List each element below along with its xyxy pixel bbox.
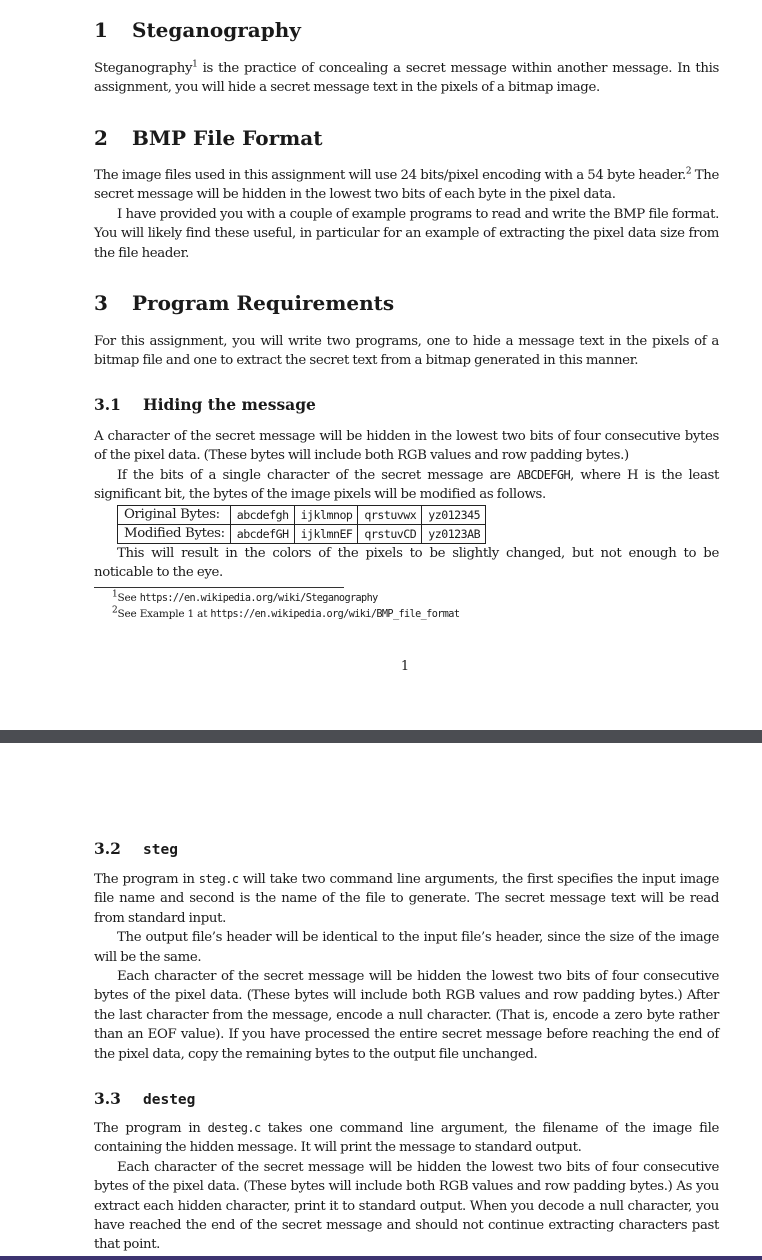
paragraph: [94, 466, 719, 505]
section-heading-program-requirements: [94, 291, 394, 315]
paragraph: The output file’s header will be identical to the input file’s header, since the size of the image will be the same.: [94, 930, 719, 965]
window-bottom-edge: [0, 1256, 762, 1260]
subsection-number: 3.3: [94, 1089, 121, 1108]
footnote-number: 1: [112, 589, 118, 600]
text-run: If the bits of a single character of the secret message are: [117, 467, 518, 483]
section-body-program-requirements: [94, 332, 719, 371]
footnote-mark: 2: [685, 166, 692, 177]
paragraph: Each character of the secret message will be hidden the lowest two bits of four consecutive bytes of the pixel data. (These bytes will include both RGB values and row padding bytes.) After the last character from the message, encode a null character. (That is, encode a zero byte rather than an EOF value). If you have processed the entire secret message before reaching the end of the pixel data, copy the remaining bytes to the output file unchanged.: [94, 969, 719, 1062]
table-cell: qrstuvwx: [358, 505, 422, 524]
footnote-rule: [94, 587, 344, 588]
section-body-steganography: [94, 59, 719, 98]
page-number: 1: [400, 659, 410, 674]
paragraph: [94, 59, 719, 98]
text-run: takes one command line argument, the filename of the image file containing the hidden message. It will print the message to standard output.: [94, 1121, 719, 1156]
text-run: , where H is the least significant bit, the bytes of the image pixels will be modified as follows.: [94, 467, 719, 503]
footnote-text: See Example 1 at: [117, 608, 211, 620]
footnote-number: 2: [112, 605, 118, 616]
subsection-heading-steg: [94, 839, 178, 860]
section-body-bmp-file-format: [94, 166, 719, 263]
text-run: The program in: [94, 1121, 208, 1136]
inline-code: ABCDEFGH: [517, 467, 571, 482]
footnote-url[interactable]: https://en.wikipedia.org/wiki/BMP_file_format: [210, 609, 460, 620]
document-page-2: [0, 743, 762, 1255]
paragraph: A character of the secret message will be hidden in the lowest two bits of four consecutive bytes of the pixel data. (These bytes will include both RGB values and row padding bytes.): [94, 429, 719, 464]
section-number: 3: [94, 291, 108, 315]
subsection-body-hiding-the-message: [94, 427, 719, 582]
section-number: 1: [94, 18, 108, 42]
paragraph: [94, 870, 719, 928]
text-run: will take two command line arguments, the first specifies the input image file name and second is the name of the file to generate. The secret message text will be read from standard input.: [94, 872, 719, 926]
table-cell: qrstuvCD: [358, 524, 422, 543]
subsection-title: desteg: [143, 1092, 196, 1108]
subsection-title: Hiding the message: [143, 395, 316, 414]
subsection-heading-hiding-the-message: [94, 395, 316, 415]
paragraph: This will result in the colors of the pixels to be slightly changed, but not enough to be noticable to the eye.: [94, 545, 719, 581]
table-cell: yz0123AB: [422, 524, 486, 543]
table-cell: abcdefGH: [230, 524, 294, 543]
text-run: is the practice of concealing a secret message within another message. In this assignment, you will hide a secret message text in the pixels of a bitmap image.: [94, 61, 719, 96]
subsection-body-steg: [94, 870, 719, 1064]
text-run: The program in: [94, 872, 199, 887]
row-label: Original Bytes:: [118, 505, 231, 524]
paragraph: Each character of the secret message will be hidden the lowest two bits of four consecutive bytes of the pixel data. (These bytes will include both RGB values and row padding bytes.) As you extract each hidden character, print it to standard output. When you decode a null character, you have reached the end of the secret message and should not continue extracting characters past that point.: [94, 1159, 719, 1253]
subsection-number: 3.2: [94, 839, 121, 858]
text-run: The image files used in this assignment will use 24 bits/pixel encoding with a 54 byte header.: [94, 168, 686, 183]
paragraph: For this assignment, you will write two programs, one to hide a message text in the pixels of a bitmap file and one to extract the secret text from a bitmap generated in this manner.: [94, 334, 719, 369]
section-title: Steganography: [132, 18, 301, 42]
section-heading-bmp-file-format: [94, 126, 322, 150]
subsection-body-desteg: [94, 1119, 719, 1255]
section-number: 2: [94, 126, 108, 150]
text-run: Steganography: [94, 61, 193, 76]
inline-code: desteg.c: [207, 1121, 261, 1135]
table-cell: abcdefgh: [230, 505, 294, 524]
paragraph: I have provided you with a couple of example programs to read and write the BMP file format. You will likely find these useful, in particular for an example of extracting the pixel data size from the file header.: [94, 206, 719, 261]
subsection-number: 3.1: [94, 395, 121, 414]
subsection-heading-desteg: [94, 1089, 195, 1110]
footnote-2: [112, 607, 459, 622]
byte-mapping-table: [117, 505, 486, 544]
text-run: The secret message will be hidden in the lowest two bits of each byte in the pixel data.: [94, 168, 719, 203]
table-cell: ijklmnop: [294, 505, 358, 524]
footnote-1: [112, 591, 378, 606]
page-separator: [0, 730, 762, 743]
paragraph: [94, 1119, 719, 1158]
table-cell: yz012345: [422, 505, 486, 524]
inline-code: steg.c: [198, 872, 239, 886]
footnote-text: See: [117, 592, 140, 604]
section-title: BMP File Format: [132, 126, 323, 150]
section-title: Program Requirements: [132, 291, 395, 315]
paragraph: [94, 166, 719, 205]
table-cell: ijklmnEF: [294, 524, 358, 543]
row-label: Modified Bytes:: [118, 524, 231, 543]
table-row: [118, 524, 486, 543]
table-row: [118, 505, 486, 524]
footnote-mark: 1: [192, 59, 198, 70]
section-heading-steganography: [94, 18, 301, 42]
footnote-url[interactable]: https://en.wikipedia.org/wiki/Steganography: [139, 593, 378, 604]
subsection-title: steg: [143, 842, 178, 858]
